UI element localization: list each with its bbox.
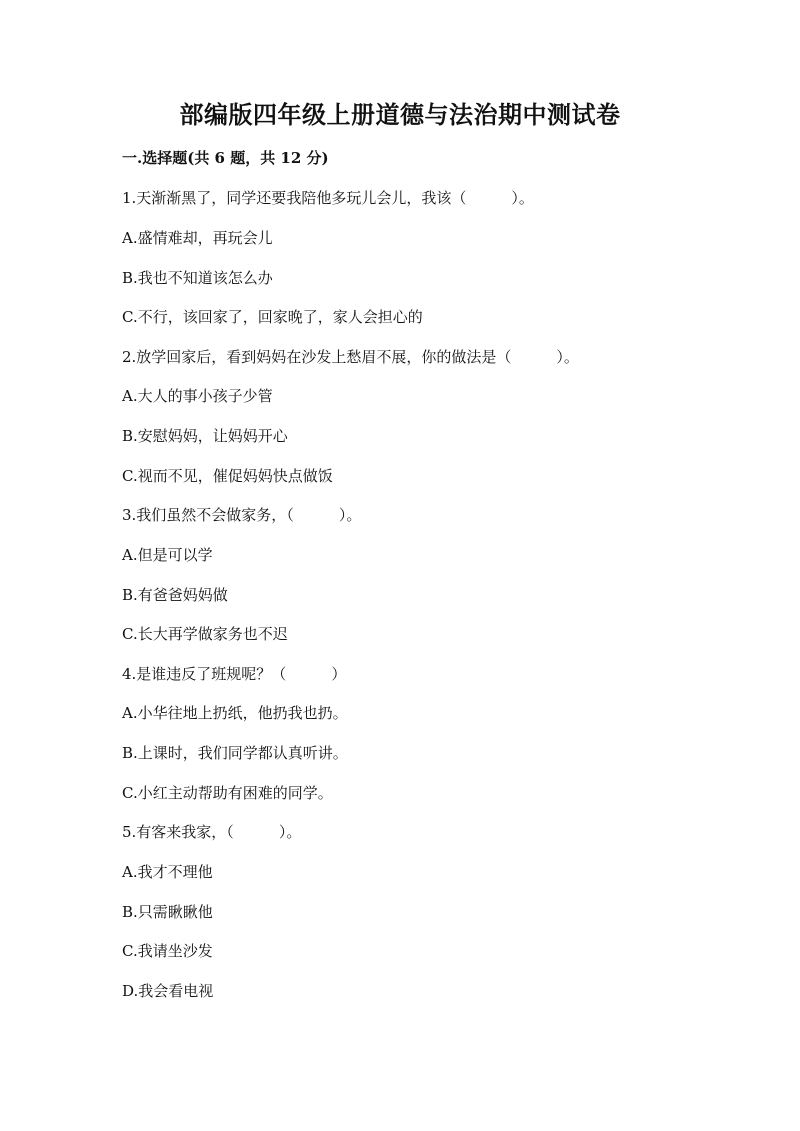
question-4-option-c: C.小红主动帮助有困难的同学。 [122,784,333,802]
question-2-option-b: B.安慰妈妈，让妈妈开心 [122,427,288,445]
question-1-option-c: C.不行，该回家了，回家晚了，家人会担心的 [122,308,423,326]
question-2-option-c: C.视而不见，催促妈妈快点做饭 [122,467,333,485]
question-5-option-a: A.我才不理他 [122,863,213,881]
question-3-option-c: C.长大再学做家务也不迟 [122,625,288,643]
question-5-option-d: D.我会看电视 [122,982,214,1000]
question-5-option-c: C.我请坐沙发 [122,942,213,960]
question-3-option-a: A.但是可以学 [122,546,213,564]
question-5-option-b: B.只需瞅瞅他 [122,903,213,921]
question-1-option-a: A.盛情难却，再玩会儿 [122,229,273,247]
question-5-stem: 5.有客来我家，（ ）。 [122,823,302,841]
question-3-stem: 3.我们虽然不会做家务，（ ）。 [122,506,362,524]
question-3-option-b: B.有爸爸妈妈做 [122,586,228,604]
question-1-option-b: B.我也不知道该怎么办 [122,269,273,287]
question-2-stem: 2.放学回家后，看到妈妈在沙发上愁眉不展，你的做法是（ ）。 [122,348,579,366]
section-heading: 一.选择题(共 6 题，共 12 分) [122,149,329,167]
question-4-option-b: B.上课时，我们同学都认真听讲。 [122,744,348,762]
question-1-stem: 1.天渐渐黑了，同学还要我陪他多玩儿会儿，我该（ ）。 [122,189,534,207]
question-4-stem: 4.是谁违反了班规呢？（ ） [122,665,347,683]
exam-title: 部编版四年级上册道德与法治期中测试卷 [179,100,621,129]
question-2-option-a: A.大人的事小孩子少管 [122,387,273,405]
question-4-option-a: A.小华往地上扔纸，他扔我也扔。 [122,704,348,722]
